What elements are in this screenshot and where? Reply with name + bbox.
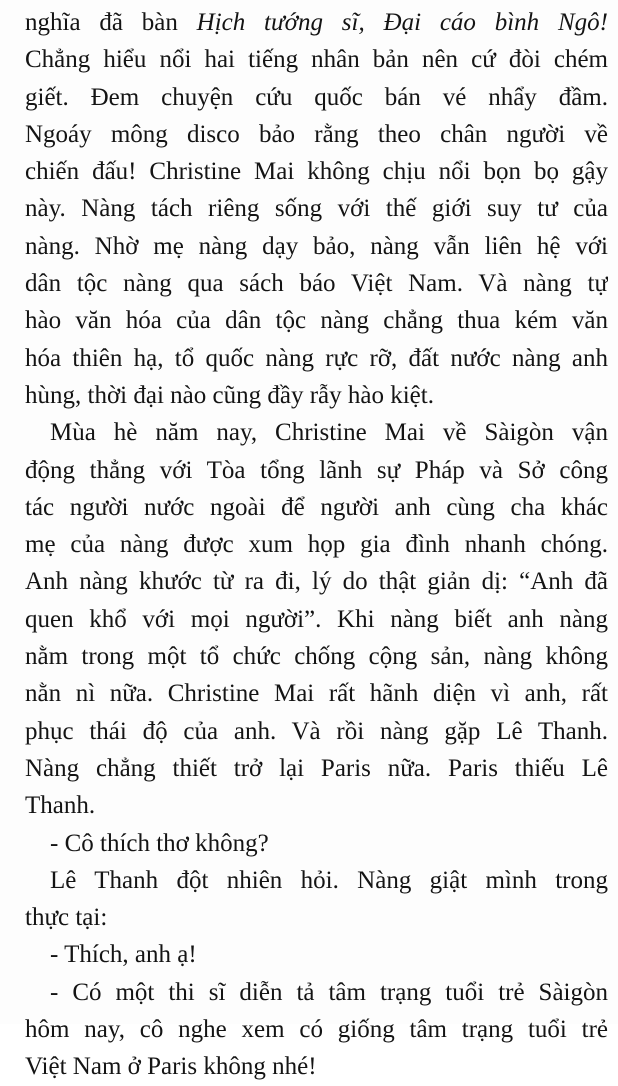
text-line: động thẳng với Tòa tổng lãnh sự Pháp và Sở công [25, 456, 608, 484]
text-line: Lê Thanh đột nhiên hỏi. Nàng giật mình trong [50, 866, 608, 894]
body-text [25, 4, 608, 1086]
text-line: - Cô thích thơ không? [50, 829, 269, 857]
text-line: - Thích, anh ạ! [50, 941, 197, 969]
text-line: chiến đấu! Christine Mai không chịu nổi bọn bọ gậy [25, 158, 608, 186]
text-line: hôm nay, cô nghe xem có giống tâm trạng tuổi trẻ [25, 1016, 608, 1044]
text-line: hùng, thời đại nào cũng đầy rẫy hào kiệt. [25, 381, 434, 409]
text-line: nàng. Nhờ mẹ nàng dạy bảo, nàng vẫn liên hệ với [25, 232, 608, 260]
text-line: tác người nước ngoài để người anh cùng cha khác [25, 493, 608, 521]
text-line: quen khổ với mọi người”. Khi nàng biết anh nàng [25, 605, 608, 633]
text-line: nằn nì nữa. Christine Mai rất hãnh diện vì anh, rất [25, 680, 608, 708]
text-line: mẹ của nàng được xum họp gia đình nhanh chóng. [25, 531, 608, 559]
text-line [25, 4, 608, 41]
text-line: Việt Nam ở Paris không nhé! [25, 1053, 317, 1081]
text-line: Mùa hè năm nay, Christine Mai về Sàigòn vận [50, 419, 608, 447]
text-line: này. Nàng tách riêng sống với thế giới suy tư của [25, 195, 608, 223]
text-line: nằm trong một tổ chức chống cộng sản, nàng không [25, 643, 608, 671]
italic-title-run: Hịch tướng sĩ, Đại cáo bình Ngô! [196, 9, 608, 36]
text-line: dân tộc nàng qua sách báo Việt Nam. Và nàng tự [25, 270, 608, 298]
text-line: - Có một thi sĩ diễn tả tâm trạng tuổi trẻ Sàigòn [50, 978, 608, 1006]
text-run: nghĩa đã bàn [25, 9, 197, 36]
text-line: thực tại: [25, 904, 108, 932]
text-line: Thanh. [25, 792, 96, 820]
text-line: phục thái độ của anh. Và rồi nàng gặp Lê Thanh. [25, 717, 608, 745]
text-line: Anh nàng khước từ ra đi, lý do thật giản dị: “Anh đã [25, 568, 608, 596]
text-line: giết. Đem chuyện cứu quốc bán vé nhẩy đầm. [25, 83, 608, 111]
text-line: Ngoáy mông disco bảo rằng theo chân người về [25, 120, 608, 148]
text-line: hào văn hóa của dân tộc nàng chẳng thua kém văn [25, 307, 608, 335]
text-line: Chẳng hiểu nổi hai tiếng nhân bản nên cứ đòi chém [25, 46, 608, 74]
text-line: Nàng chẳng thiết trở lại Paris nữa. Paris thiếu Lê [25, 754, 608, 782]
text-line: hóa thiên hạ, tổ quốc nàng rực rỡ, đất nước nàng anh [25, 344, 608, 372]
